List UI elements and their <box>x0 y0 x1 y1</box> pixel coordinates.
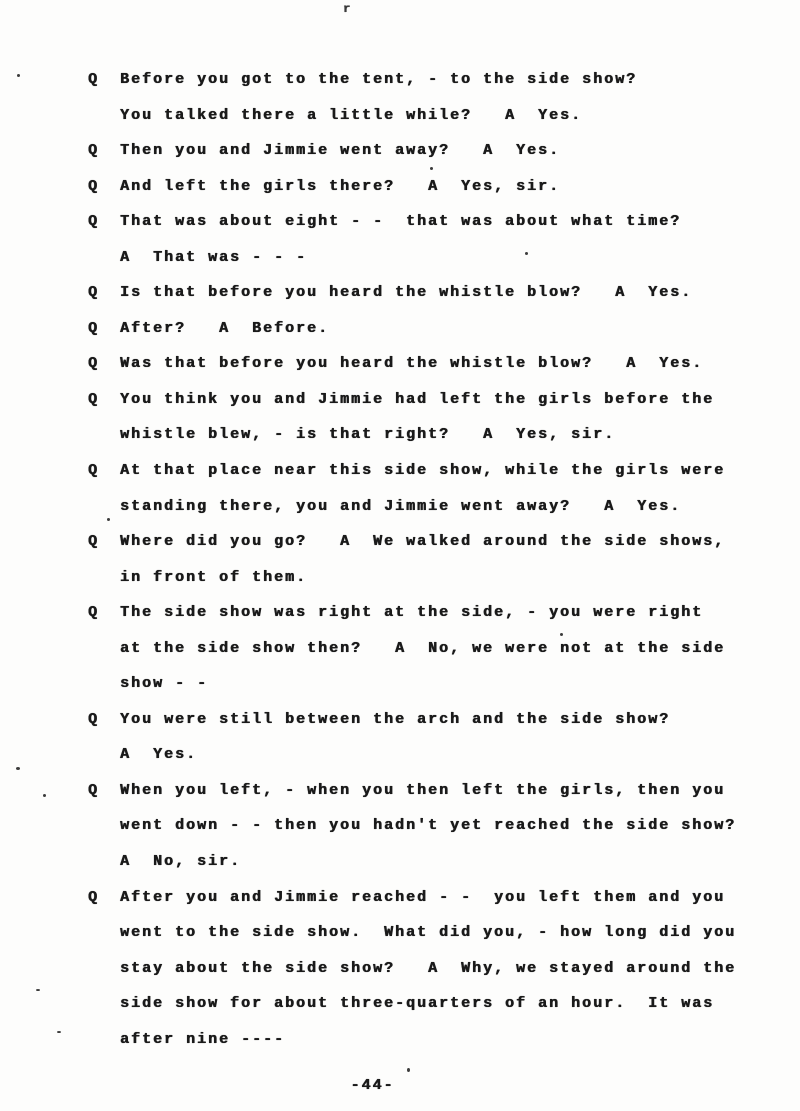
line-text: Where did you go? A We walked around the side shows, <box>120 533 726 551</box>
transcript-lines <box>88 62 736 1057</box>
transcript-line <box>88 62 736 98</box>
transcript-line <box>88 915 736 951</box>
ink-speck: r <box>343 2 351 16</box>
transcript-line <box>88 275 736 311</box>
line-text: Then you and Jimmie went away? A Yes. <box>120 142 561 160</box>
transcript-line <box>88 453 736 489</box>
transcript-line <box>88 595 736 631</box>
transcript-line <box>88 133 736 169</box>
line-marker: Q <box>88 781 100 799</box>
ink-speck <box>560 633 563 636</box>
line-text: stay about the side show? A Why, we stayed around the <box>120 959 737 977</box>
line-marker <box>88 417 120 453</box>
transcript-line <box>88 560 736 596</box>
line-marker <box>88 489 120 525</box>
line-marker: Q <box>88 604 100 622</box>
page-number: -44- <box>350 1077 395 1094</box>
line-marker: Q <box>88 390 100 408</box>
line-text: And left the girls there? A Yes, sir. <box>120 177 561 195</box>
line-marker <box>88 560 120 596</box>
transcript-line <box>88 844 736 880</box>
transcript-line <box>88 346 736 382</box>
line-text: The side show was right at the side, - you were right <box>120 604 704 622</box>
transcript-line <box>88 666 736 702</box>
transcript-line <box>88 524 736 560</box>
line-marker: Q <box>88 142 100 160</box>
line-text: At that place near this side show, while the girls were <box>120 462 726 480</box>
line-marker <box>88 631 120 667</box>
line-marker <box>88 808 120 844</box>
line-marker: Q <box>88 462 100 480</box>
line-marker: Q <box>88 213 100 231</box>
line-marker <box>88 737 120 773</box>
line-text: at the side show then? A No, we were not at the side <box>120 639 726 657</box>
line-marker: Q <box>88 888 100 906</box>
line-text: Was that before you heard the whistle blow? A Yes. <box>120 355 704 373</box>
transcript-line <box>88 880 736 916</box>
line-text: When you left, - when you then left the girls, then you <box>120 781 726 799</box>
transcript-line <box>88 951 736 987</box>
line-text: Is that before you heard the whistle blow? A Yes. <box>120 284 693 302</box>
line-marker: Q <box>88 533 100 551</box>
ink-speck <box>430 167 433 170</box>
line-marker: Q <box>88 710 100 728</box>
transcript-line <box>88 808 736 844</box>
transcript-line <box>88 417 736 453</box>
transcript-line <box>88 489 736 525</box>
ink-speck <box>43 794 46 797</box>
transcript-line <box>88 986 736 1022</box>
line-text: A That was - - - <box>120 248 308 266</box>
transcript-line <box>88 773 736 809</box>
line-marker <box>88 986 120 1022</box>
line-text: You talked there a little while? A Yes. <box>120 106 583 124</box>
transcript-line <box>88 98 736 134</box>
transcript-line <box>88 702 736 738</box>
line-text: You were still between the arch and the side show? <box>120 710 671 728</box>
transcript-line <box>88 737 736 773</box>
transcript-line <box>88 382 736 418</box>
line-marker <box>88 951 120 987</box>
line-text: That was about eight - - that was about what time? <box>120 213 682 231</box>
line-text: side show for about three-quarters of an hour. It was <box>120 995 715 1013</box>
line-text: standing there, you and Jimmie went away? A Yes. <box>120 497 682 515</box>
line-text: A No, sir. <box>120 853 242 871</box>
line-marker <box>88 1022 120 1058</box>
ink-speck <box>107 518 110 521</box>
line-marker: Q <box>88 355 100 373</box>
line-text: After? A Before. <box>120 319 330 337</box>
line-marker <box>88 98 120 134</box>
line-marker <box>88 240 120 276</box>
transcript-line <box>88 169 736 205</box>
line-text: You think you and Jimmie had left the girls before the <box>120 390 715 408</box>
line-text: Before you got to the tent, - to the side show? <box>120 71 638 88</box>
line-marker <box>88 666 120 702</box>
line-marker: Q <box>88 177 100 195</box>
transcript-line <box>88 631 736 667</box>
ink-speck <box>57 1031 61 1033</box>
ink-speck <box>36 989 40 991</box>
line-text: show - - <box>120 675 209 693</box>
transcript-line <box>88 1022 736 1058</box>
line-marker <box>88 844 120 880</box>
line-text: in front of them. <box>120 568 308 586</box>
line-marker: Q <box>88 71 100 88</box>
line-text: After you and Jimmie reached - - you left them and you <box>120 888 726 906</box>
line-text: after nine ---- <box>120 1030 286 1048</box>
transcript-line <box>88 240 736 276</box>
ink-speck <box>525 252 528 255</box>
ink-speck <box>16 767 20 770</box>
line-text: went to the side show. What did you, - how long did you <box>120 924 737 942</box>
transcript-line <box>88 311 736 347</box>
line-text: went down - - then you hadn't yet reached the side show? <box>120 817 737 835</box>
line-text: whistle blew, - is that right? A Yes, sir. <box>120 426 616 444</box>
transcript-line <box>88 204 736 240</box>
line-text: A Yes. <box>120 746 198 764</box>
line-marker <box>88 915 120 951</box>
ink-speck <box>407 1068 410 1072</box>
line-marker: Q <box>88 284 100 302</box>
ink-speck <box>17 74 20 77</box>
line-marker: Q <box>88 319 100 337</box>
